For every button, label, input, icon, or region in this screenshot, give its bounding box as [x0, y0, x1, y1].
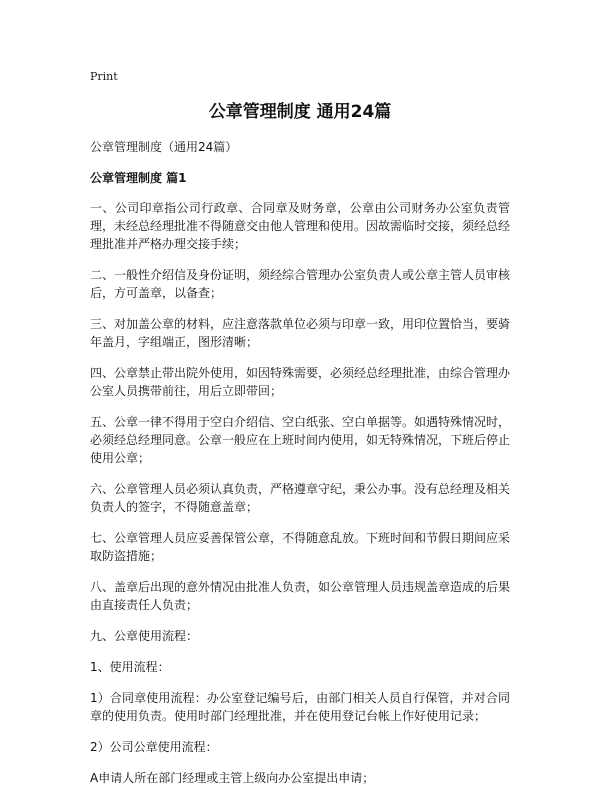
paragraph-11: 1）合同章使用流程：办公室登记编号后，由部门相关人员自行保管，并对合同章的使用负责。使用时部门经理批准，并在使用登记台帐上作好使用记录； — [90, 691, 510, 723]
paragraph-5: 五、公章一律不得用于空白介绍信、空白纸张、空白单据等。如遇特殊情况时，必须经总经理同意。公章一般应在上班时间内使用，如无特殊情况，下班后停止使用公章； — [90, 415, 511, 465]
paragraph-6: 六、公章管理人员必须认真负责，严格遵章守纪，秉公办事。没有总经理及相关负责人的签字，不得随意盖章； — [90, 482, 511, 514]
paragraph-1: 一、公司印章指公司行政章、合同章及财务章，公章由公司财务办公室负责管理，未经总经理批准不得随意交由他人管理和使用。因故需临时交接，须经总经理批准并严格办理交接手续； — [90, 201, 511, 251]
paragraph-2: 二、一般性介绍信及身份证明，须经综合管理办公室负责人或公章主管人员审核后，方可盖章，以备查； — [90, 268, 511, 300]
paragraph-7: 七、公章管理人员应妥善保管公章，不得随意乱放。下班时间和节假日期间应采取防盗措施； — [90, 531, 511, 563]
paragraph-10: 1、使用流程： — [90, 660, 170, 674]
document-subtitle: 公章管理制度（通用24篇） — [90, 140, 238, 154]
paragraph-12: 2）公司公章使用流程： — [90, 740, 218, 754]
section-heading: 公章管理制度 篇1 — [90, 171, 187, 185]
paragraph-3: 三、对加盖公章的材料，应注意落款单位必须与印章一致，用印位置恰当，要骑年盖月，字组端正，图形清晰； — [90, 317, 511, 349]
paragraph-8: 八、盖章后出现的意外情况由批准人负责，如公章管理人员违规盖章造成的后果由直接责任人负责； — [90, 580, 511, 612]
document-title: 公章管理制度 通用24篇 — [208, 102, 392, 122]
paragraph-4: 四、公章禁止带出院外使用，如因特殊需要，必须经总经理批准，由综合管理办公室人员携带前往，用后立即带回； — [90, 366, 511, 398]
print-label: Print — [90, 70, 118, 83]
paragraph-9: 九、公章使用流程： — [90, 629, 199, 643]
paragraph-13: A申请人所在部门经理或主管上级向办公室提出申请； — [90, 771, 375, 785]
